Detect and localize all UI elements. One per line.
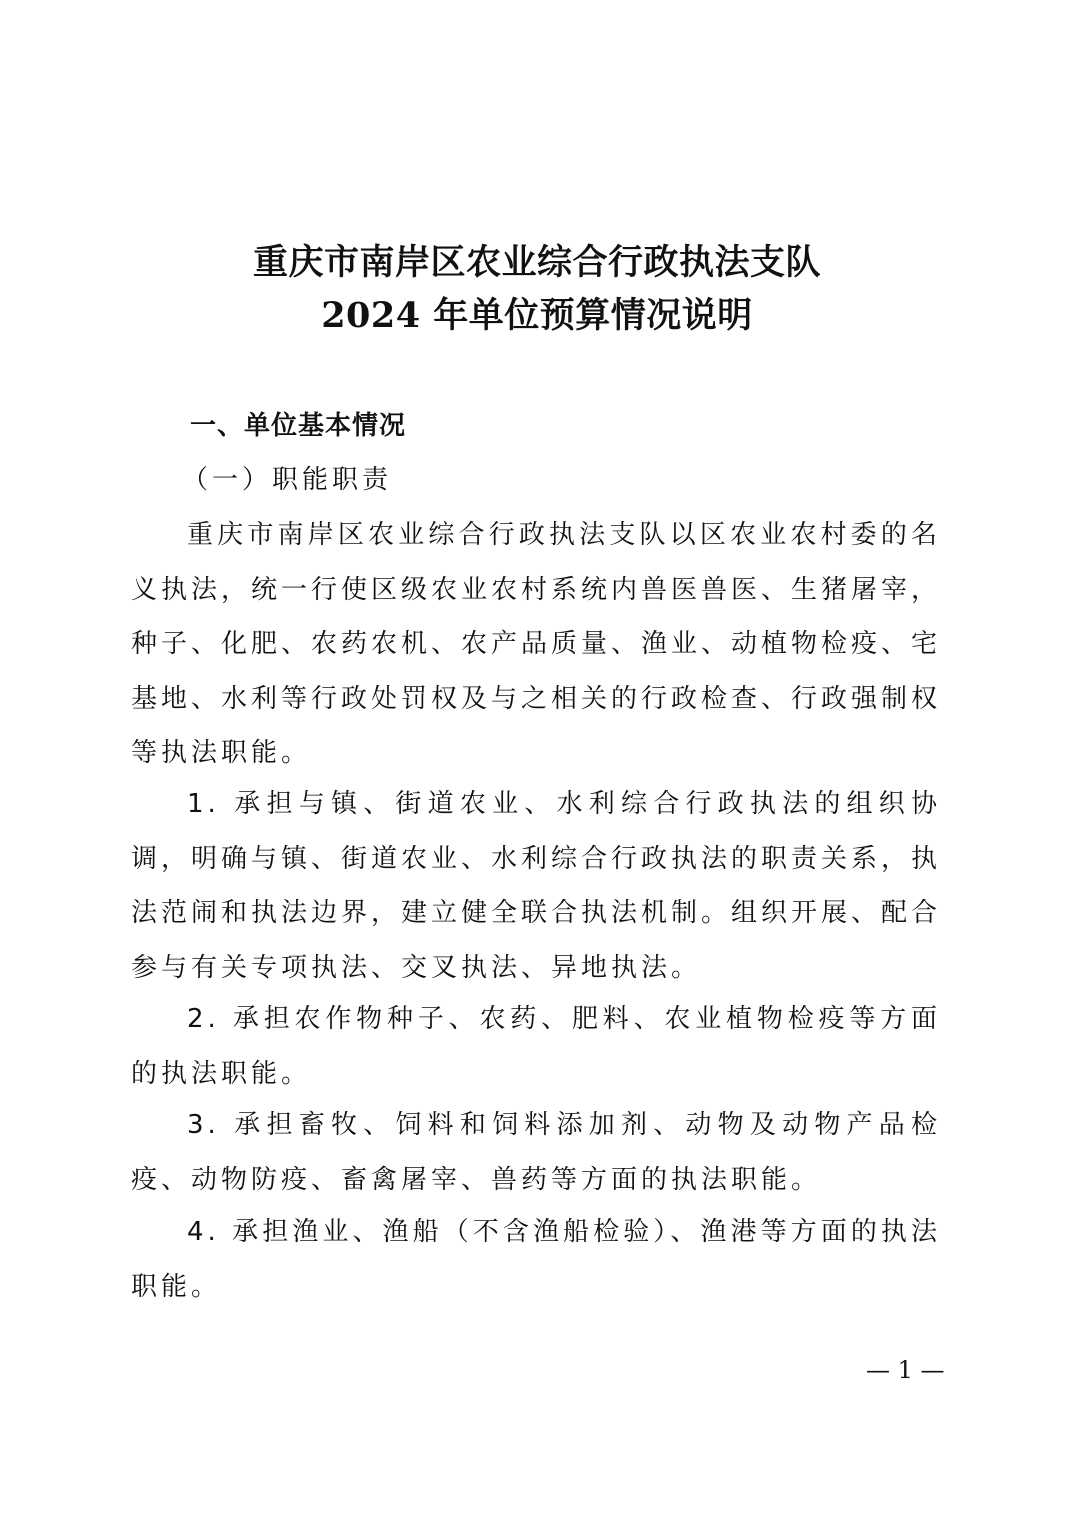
intro-paragraph: 重庆市南岸区农业综合行政执法支队以区农业农村委的名义执法，统一行使区级农业农村系统内兽医兽医、生猪屠宰，种子、化肥、农药农机、农产品质量、渔业、动植物检疫、宅基地、水利等行政处罚权及与之相关的行政检查、行政强制权等执法职能。 xyxy=(131,520,942,768)
duty-item-2: 2. 承担农作物种子、农药、肥料、农业植物检疫等方面的执法职能。 xyxy=(131,1004,941,1089)
sub-heading: （一）职能职责 xyxy=(182,465,393,495)
duty-item-3: 3. 承担畜牧、饲料和饲料添加剂、动物及动物产品检疫、动物防疫、畜禽屠宰、兽药等方面的执法职能。 xyxy=(131,1110,941,1195)
document-title xyxy=(0,236,1074,342)
duty-item-1: 1. 承担与镇、街道农业、水利综合行政执法的组织协调，明确与镇、街道农业、水利综合行政执法的职责关系，执法范闹和执法边界，建立健全联合执法机制。组织开展、配合参与有关专项执法、交叉执法、异地执法。 xyxy=(131,789,942,983)
title-line-2: 2024 年单位预算情况说明 xyxy=(321,295,753,336)
section-heading: 一、单位基本情况 xyxy=(190,411,407,441)
title-line-1: 重庆市南岸区农业综合行政执法支队 xyxy=(252,242,821,283)
page-number: — 1 — xyxy=(866,1356,945,1384)
duty-item-4: 4. 承担渔业、渔船（不含渔船检验）、渔港等方面的执法职能。 xyxy=(131,1217,941,1302)
